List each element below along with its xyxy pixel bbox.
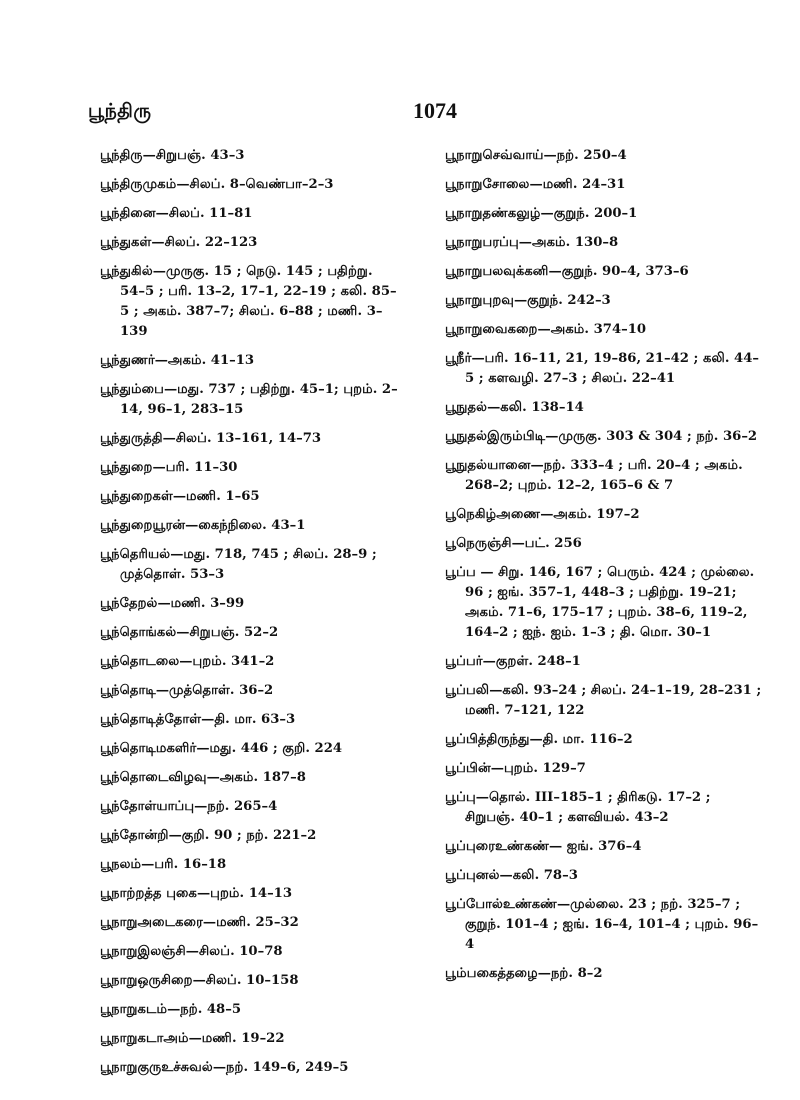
index-entry: பூப்பலி—கலி. 93–24 ; சிலப். 24–1–19, 28–231 ; மணி. 7–121, 122 (445, 683, 762, 718)
index-entry: பூந்தோள்யாப்பு—நற். 265–4 (100, 799, 278, 814)
index-entry: பூநாறுசோலை—மணி. 24–31 (445, 177, 626, 192)
index-entry: பூநெருஞ்சி—பட். 256 (445, 536, 582, 551)
index-entry: பூநுதல்யானை—நற். 333–4 ; பரி. 20–4 ; அகம். 268–2; புறம். 12–2, 165–6 & 7 (445, 458, 743, 493)
index-entry: பூப்புரைஉண்கண்— ஐங். 376–4 (445, 839, 642, 854)
index-entry: பூப்பித்திருந்து—தி. மா. 116–2 (445, 732, 633, 747)
index-entry: பூந்துறை—பரி. 11–30 (100, 460, 238, 475)
left-column (100, 146, 400, 1087)
index-entry: பூந்தொடி—முத்தொள். 36–2 (100, 683, 274, 698)
page-header (88, 100, 680, 132)
index-entry: பூநெகிழ்அணை—அகம். 197–2 (445, 507, 640, 522)
index-entry: பூநாறுஒருசிறை—சிலப். 10–158 (100, 973, 299, 988)
right-column (445, 146, 765, 993)
index-entry: பூந்தொடித்தோள்—தி. மா. 63–3 (100, 712, 296, 727)
index-entry: பூப்பின்—புறம். 129–7 (445, 761, 586, 776)
index-entry: பூந்தெரியல்—மது. 718, 745 ; சிலப். 28–9 ; முத்தொள். 53–3 (100, 547, 377, 582)
index-entry: பூநாற்றத்த புகை—புறம். 14–13 (100, 886, 293, 901)
index-entry: பூந்தினை—சிலப். 11–81 (100, 206, 253, 221)
index-entry: பூநாறுதண்கலுழ்—குறுந். 200–1 (445, 206, 638, 221)
index-entry: பூநுதல்—கலி. 138–14 (445, 400, 584, 415)
running-head: பூந்திரு (88, 100, 152, 122)
index-entry: பூந்தொடலை—புறம். 341–2 (100, 654, 275, 669)
index-entry: பூந்துகள்—சிலப். 22–123 (100, 235, 258, 250)
page-number: 1074 (413, 98, 457, 123)
index-entry: பூந்தும்பை—மது. 737 ; பதிற்று. 45–1; புறம். 2–14, 96–1, 283–15 (100, 382, 398, 417)
index-entry: பூப்ப — சிறு. 146, 167 ; பெரும். 424 ; முல்லை. 96 ; ஐங். 357–1, 448–3 ; பதிற்று. 19–21; அகம். 71–6, 175–17 ; புறம். 38–6, 119–2, 164–2 ; ஐந். ஐம். 1–3 ; தி. மொ. 30–1 (445, 565, 755, 640)
index-entry: பூந்திரு—சிறுபஞ். 43–3 (100, 148, 245, 163)
index-entry: பூநாறுபுறவு—குறுந். 242–3 (445, 293, 611, 308)
index-entry: பூந்தேறல்—மணி. 3–99 (100, 596, 245, 611)
index-entry: பூநாறுகுருஉச்சுவல்—நற். 149–6, 249–5 (100, 1060, 349, 1075)
index-entry: பூந்திருமுகம்—சிலப். 8–வெண்பா–2–3 (100, 177, 334, 192)
index-entry: பூந்துகில்—முருகு. 15 ; நெடு. 145 ; பதிற்று. 54–5 ; பரி. 13–2, 17–1, 22–19 ; கலி. 85–5 ; அகம். 387–7; சிலப். 6–88 ; மணி. 3–139 (100, 264, 397, 339)
index-entry: பூநீர்—பரி. 16–11, 21, 19–86, 21–42 ; கலி. 44–5 ; களவழி. 27–3 ; சிலப். 22–41 (445, 351, 760, 386)
index-entry: பூப்போல்உண்கண்—முல்லை. 23 ; நற். 325–7 ; குறுந். 101–4 ; ஐங். 16–4, 101–4 ; புறம். 96–4 (445, 897, 759, 952)
index-entry: பூநாறுபரப்பு—அகம். 130–8 (445, 235, 619, 250)
index-entry: பூநாறுபலவுக்கனி—குறுந். 90–4, 373–6 (445, 264, 689, 279)
index-entry: பூந்துருத்தி—சிலப். 13–161, 14–73 (100, 431, 322, 446)
index-entry: பூநாறுஇலஞ்சி—சிலப். 10–78 (100, 944, 283, 959)
index-entry: பூநலம்—பரி. 16–18 (100, 857, 227, 872)
index-entry: பூப்பு—தொல். III–185–1 ; திரிகடு. 17–2 ; சிறுபஞ். 40–1 ; களவியல். 43–2 (445, 790, 711, 825)
index-entry: பூந்தொடிமகளிர்—மது. 446 ; குறி. 224 (100, 741, 343, 756)
index-entry: பூநுதல்இரும்பிடி—முருகு. 303 & 304 ; நற். 36–2 (445, 429, 758, 444)
index-entry: பூப்புனல்—கலி. 78–3 (445, 868, 578, 883)
index-entry: பூப்பர்—குறள். 248–1 (445, 654, 581, 669)
index-entry: பூநாறுசெவ்வாய்—நற். 250–4 (445, 148, 627, 163)
index-entry: பூநாறுகடாஅம்—மணி. 19–22 (100, 1031, 285, 1046)
index-entry: பூந்தொடைவிழவு—அகம். 187–8 (100, 770, 306, 785)
index-entry: பூம்பகைத்தழை—நற். 8–2 (445, 966, 603, 981)
index-entry: பூந்துணர்—அகம். 41–13 (100, 353, 255, 368)
index-entry: பூநாறுகடம்—நற். 48–5 (100, 1002, 241, 1017)
index-entry: பூநாறுவைகறை—அகம். 374–10 (445, 322, 647, 337)
index-entry: பூநாறுஅடைகரை—மணி. 25–32 (100, 915, 299, 930)
index-entry: பூந்துறையூரன்—கைந்நிலை. 43–1 (100, 518, 306, 533)
index-entry: பூந்துறைகள்—மணி. 1–65 (100, 489, 260, 504)
index-entry: பூந்தொங்கல்—சிறுபஞ். 52–2 (100, 625, 279, 640)
index-entry: பூந்தோன்றி—குறி. 90 ; நற். 221–2 (100, 828, 317, 843)
